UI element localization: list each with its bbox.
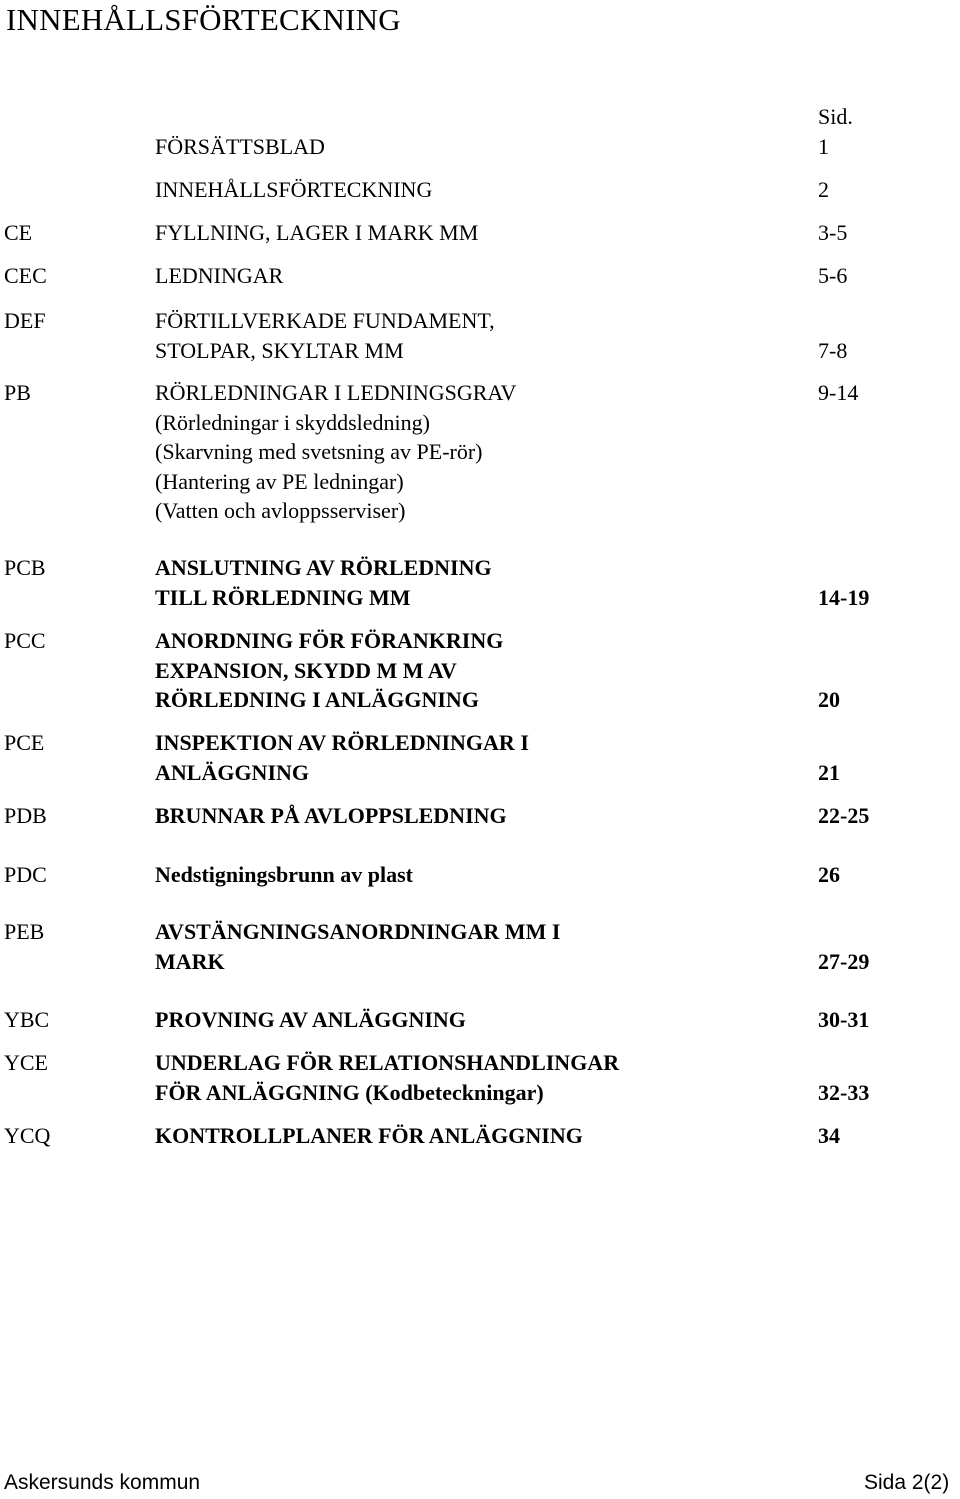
toc-entry-title-line: (Skarvning med svetsning av PE-rör): [155, 439, 483, 464]
toc-entry-title: [155, 728, 529, 787]
toc-entry-title: [155, 1005, 466, 1035]
toc-entry-code: PCB: [4, 555, 46, 580]
toc-entry-title-line: ANLÄGGNING: [155, 759, 310, 785]
toc-entry-code: YCQ: [4, 1123, 51, 1148]
toc-entry-title: [155, 1121, 583, 1151]
toc-entry-title: [155, 175, 432, 205]
toc-entry-page-number: 27-29: [818, 948, 870, 974]
toc-entry-title-line: ANSLUTNING AV RÖRLEDNING: [155, 555, 492, 580]
toc-entry-title: [155, 860, 413, 890]
toc-entry-code: PCC: [4, 628, 46, 653]
toc-entry-title-line: TILL RÖRLEDNING MM: [155, 584, 411, 610]
toc-entry-title-line: (Hantering av PE ledningar): [155, 468, 404, 494]
toc-entry-page-number: 32-33: [818, 1079, 870, 1105]
toc-entry-title-line: (Vatten och avloppsserviser): [155, 498, 406, 523]
page-column-header: Sid.: [818, 104, 853, 129]
toc-entry-title-line: FÖRSÄTTSBLAD: [155, 134, 325, 159]
toc-entry-code: PEB: [4, 919, 45, 944]
toc-entry-title: [155, 553, 492, 612]
toc-entry-title-line: KONTROLLPLANER FÖR ANLÄGGNING: [155, 1123, 583, 1148]
toc-entry-title: [155, 306, 495, 365]
toc-entry-title-line: BRUNNAR PÅ AVLOPPSLEDNING: [155, 803, 507, 828]
toc-entry-page-number: 34: [818, 1123, 840, 1148]
toc-entry-code: YBC: [4, 1007, 50, 1032]
toc-entry-page-number: 3-5: [818, 220, 848, 245]
toc-entry-title: [155, 917, 560, 976]
footer-municipality: Askersunds kommun: [4, 1471, 201, 1494]
toc-entry-title-line: ANORDNING FÖR FÖRANKRING: [155, 628, 504, 653]
toc-entry-page-number: 22-25: [818, 803, 870, 828]
toc-entry-title-line: UNDERLAG FÖR RELATIONSHANDLINGAR: [155, 1050, 620, 1075]
toc-entry-code: PCE: [4, 730, 45, 755]
toc-entry-title-line: FYLLNING, LAGER I MARK MM: [155, 220, 479, 245]
toc-entry-page-number: 14-19: [818, 584, 870, 610]
toc-entry-page-number: 9-14: [818, 380, 859, 405]
toc-entry-title-line: STOLPAR, SKYLTAR MM: [155, 337, 404, 363]
toc-entry-title: [155, 1048, 619, 1107]
toc-entry-title-line: EXPANSION, SKYDD M M AV: [155, 657, 457, 683]
toc-entry-title: [155, 132, 325, 162]
toc-entry-title-line: INNEHÅLLSFÖRTECKNING: [155, 177, 433, 202]
toc-entry-title-line: MARK: [155, 948, 225, 974]
footer-page-label: Sida 2(2): [864, 1471, 950, 1494]
toc-entry-title-line: INSPEKTION AV RÖRLEDNINGAR I: [155, 730, 529, 755]
toc-entry-title-line: Nedstigningsbrunn av plast: [155, 862, 413, 887]
toc-entry-title-line: AVSTÄNGNINGSANORDNINGAR MM I: [155, 919, 561, 944]
toc-entry-title-line: RÖRLEDNINGAR I LEDNINGSGRAV: [155, 380, 517, 405]
toc-entry-title: [155, 378, 516, 526]
toc-entry-page-number: 7-8: [818, 337, 848, 363]
toc-entry-page-number: 5-6: [818, 263, 848, 288]
toc-entry-page-number: 20: [818, 687, 840, 712]
toc-entry-code: YCE: [4, 1050, 48, 1075]
toc-entry-code: DEF: [4, 308, 46, 333]
toc-entry-title-line: PROVNING AV ANLÄGGNING: [155, 1007, 466, 1032]
toc-entry-page-number: 21: [818, 759, 840, 785]
toc-entry-page-number: 2: [818, 177, 829, 202]
toc-entry-page-number: 26: [818, 862, 840, 887]
toc-entry-title-line: RÖRLEDNING I ANLÄGGNING: [155, 687, 479, 712]
toc-entry-title: [155, 218, 478, 248]
toc-entry-title-line: LEDNINGAR: [155, 263, 284, 288]
toc-entry-code: PDC: [4, 862, 47, 887]
toc-entry-title: [155, 261, 283, 291]
toc-entry-title: [155, 801, 507, 831]
toc-entry-code: PB: [4, 380, 31, 405]
toc-entry-code: CEC: [4, 263, 47, 288]
toc-entry-title: [155, 626, 503, 715]
document-title: INNEHÅLLSFÖRTECKNING: [6, 2, 401, 37]
toc-entry-page-number: 1: [818, 134, 829, 159]
toc-entry-title-line: FÖRTILLVERKADE FUNDAMENT,: [155, 308, 495, 333]
toc-entry-title-line: (Rörledningar i skyddsledning): [155, 409, 430, 435]
toc-entry-page-number: 30-31: [818, 1007, 870, 1032]
toc-entry-title-line: FÖR ANLÄGGNING (Kodbeteckningar): [155, 1079, 544, 1105]
toc-entry-code: PDB: [4, 803, 47, 828]
toc-entry-code: CE: [4, 220, 33, 245]
